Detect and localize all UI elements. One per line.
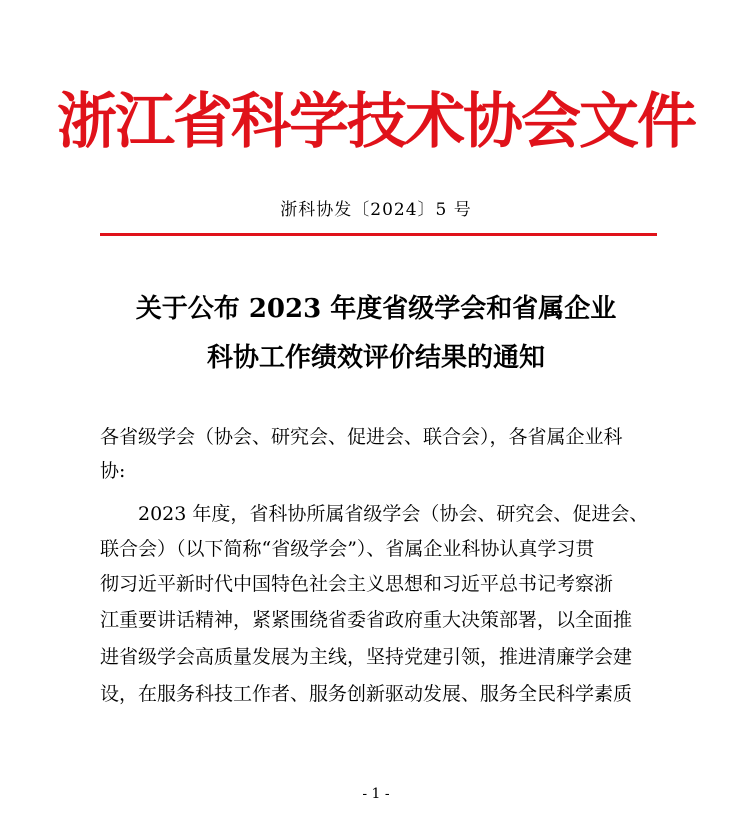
notice-title-line-1: 关于公布 2023 年度省级学会和省属企业 [135, 294, 617, 324]
notice-title-line-2: 科协工作绩效评价结果的通知 [206, 343, 545, 373]
body-line: 彻习近平新时代中国特色社会主义思想和习近平总书记考察浙 [100, 573, 614, 595]
page-number: - 1 - [362, 786, 390, 802]
red-divider-line [100, 233, 657, 236]
body-line: 进省级学会高质量发展为主线，坚持党建引领，推进清廉学会建 [100, 646, 633, 668]
body-line: 协: [100, 460, 126, 482]
body-line: 2023 年度，省科协所属省级学会（协会、研究会、促进会、 [100, 503, 649, 525]
body-line: 联合会）（以下简称“省级学会”）、省属企业科协认真学习贯 [100, 538, 595, 560]
body-line: 江重要讲话精神，紧紧围绕省委省政府重大决策部署，以全面推 [100, 609, 633, 631]
masthead-title: 浙江省科学技术协会文件 [57, 87, 695, 157]
body-line: 设，在服务科技工作者、服务创新驱动发展、服务全民科学素质 [100, 683, 633, 705]
body-line: 各省级学会（协会、研究会、促进会、联合会），各省属企业科 [100, 426, 623, 448]
document-number: 浙科协发〔2024〕5 号 [280, 200, 472, 220]
